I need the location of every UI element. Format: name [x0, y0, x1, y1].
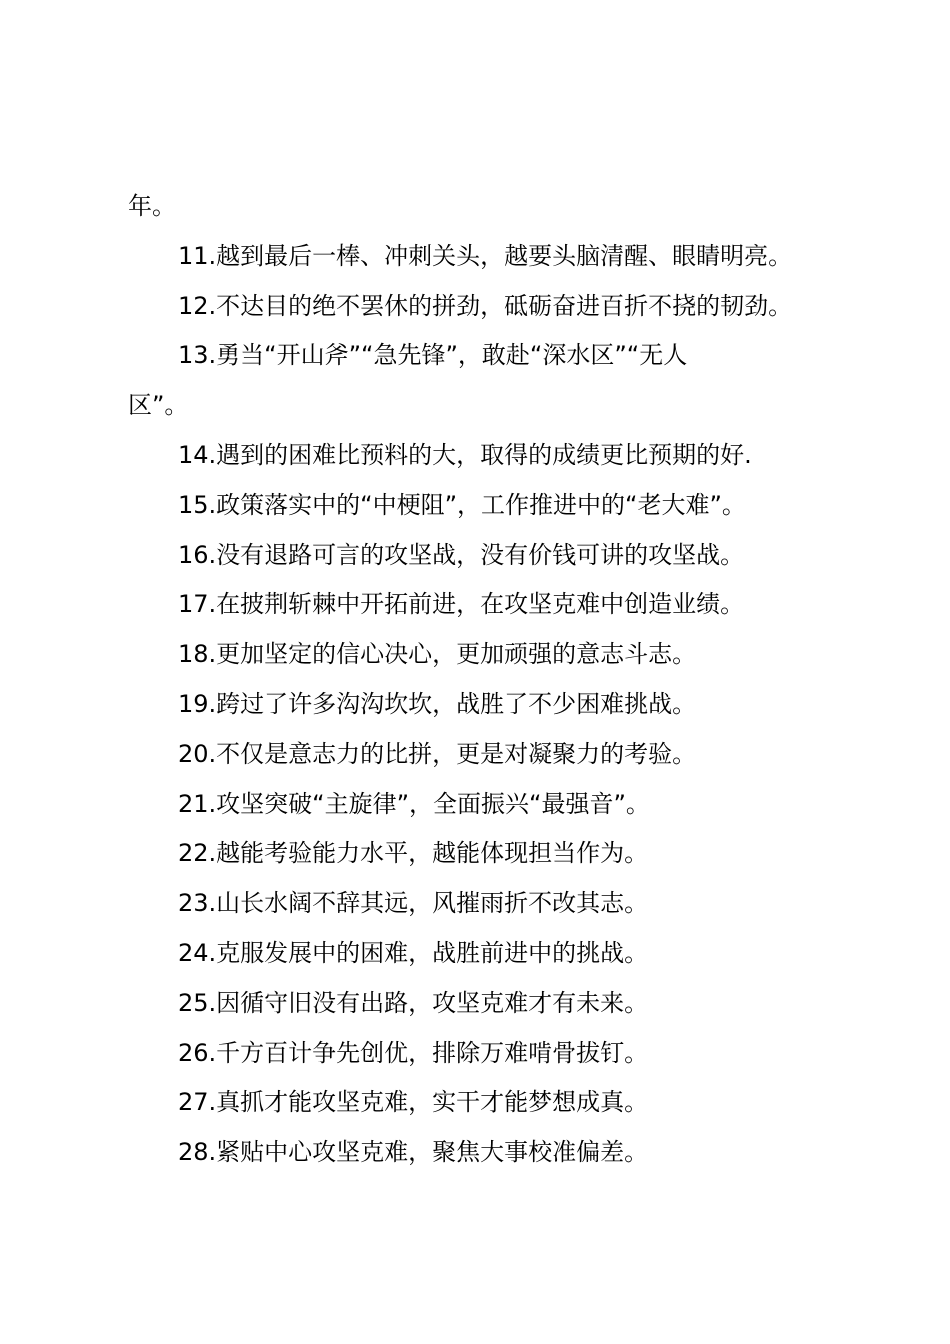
list-item-13-continuation: 区”。: [128, 391, 189, 420]
list-item-13: 13.勇当“开山斧”“急先锋”，敢赴“深水区”“无人: [178, 341, 688, 370]
list-item-16: 16.没有退路可言的攻坚战，没有价钱可讲的攻坚战。: [178, 540, 745, 569]
list-item-17: 17.在披荆斩棘中开拓前进，在攻坚克难中创造业绩。: [178, 590, 745, 619]
list-item-12: 12.不达目的绝不罢休的拼劲，砥砺奋进百折不挠的韧劲。: [178, 291, 793, 320]
list-item-18: 18.更加坚定的信心决心，更加顽强的意志斗志。: [178, 640, 697, 669]
paragraph-continuation: 年。: [128, 192, 176, 220]
list-item-27: 27.真抓才能攻坚克难，实干才能梦想成真。: [178, 1088, 649, 1117]
list-item-20: 20.不仅是意志力的比拼，更是对凝聚力的考验。: [178, 739, 697, 768]
list-item-24: 24.克服发展中的困难，战胜前进中的挑战。: [178, 938, 649, 967]
list-item-23: 23.山长水阔不辞其远，风摧雨折不改其志。: [178, 889, 649, 918]
list-item-28: 28.紧贴中心攻坚克难，聚焦大事校准偏差。: [178, 1138, 649, 1167]
list-item-22: 22.越能考验能力水平，越能体现担当作为。: [178, 839, 649, 868]
list-item-25: 25.因循守旧没有出路，攻坚克难才有未来。: [178, 988, 649, 1017]
list-item-21: 21.攻坚突破“主旋律”，全面振兴“最强音”。: [178, 789, 650, 818]
document-body: [128, 182, 834, 1178]
list-item-11: 11.越到最后一棒、冲刺关头，越要头脑清醒、眼睛明亮。: [178, 241, 793, 270]
list-item-19: 19.跨过了许多沟沟坎坎，战胜了不少困难挑战。: [178, 689, 697, 718]
list-item-26: 26.千方百计争先创优，排除万难啃骨拔钉。: [178, 1038, 649, 1067]
list-item-15: 15.政策落实中的“中梗阻”，工作推进中的“老大难”。: [178, 490, 746, 519]
list-item-14: 14.遇到的困难比预料的大，取得的成绩更比预期的好.: [178, 440, 752, 469]
